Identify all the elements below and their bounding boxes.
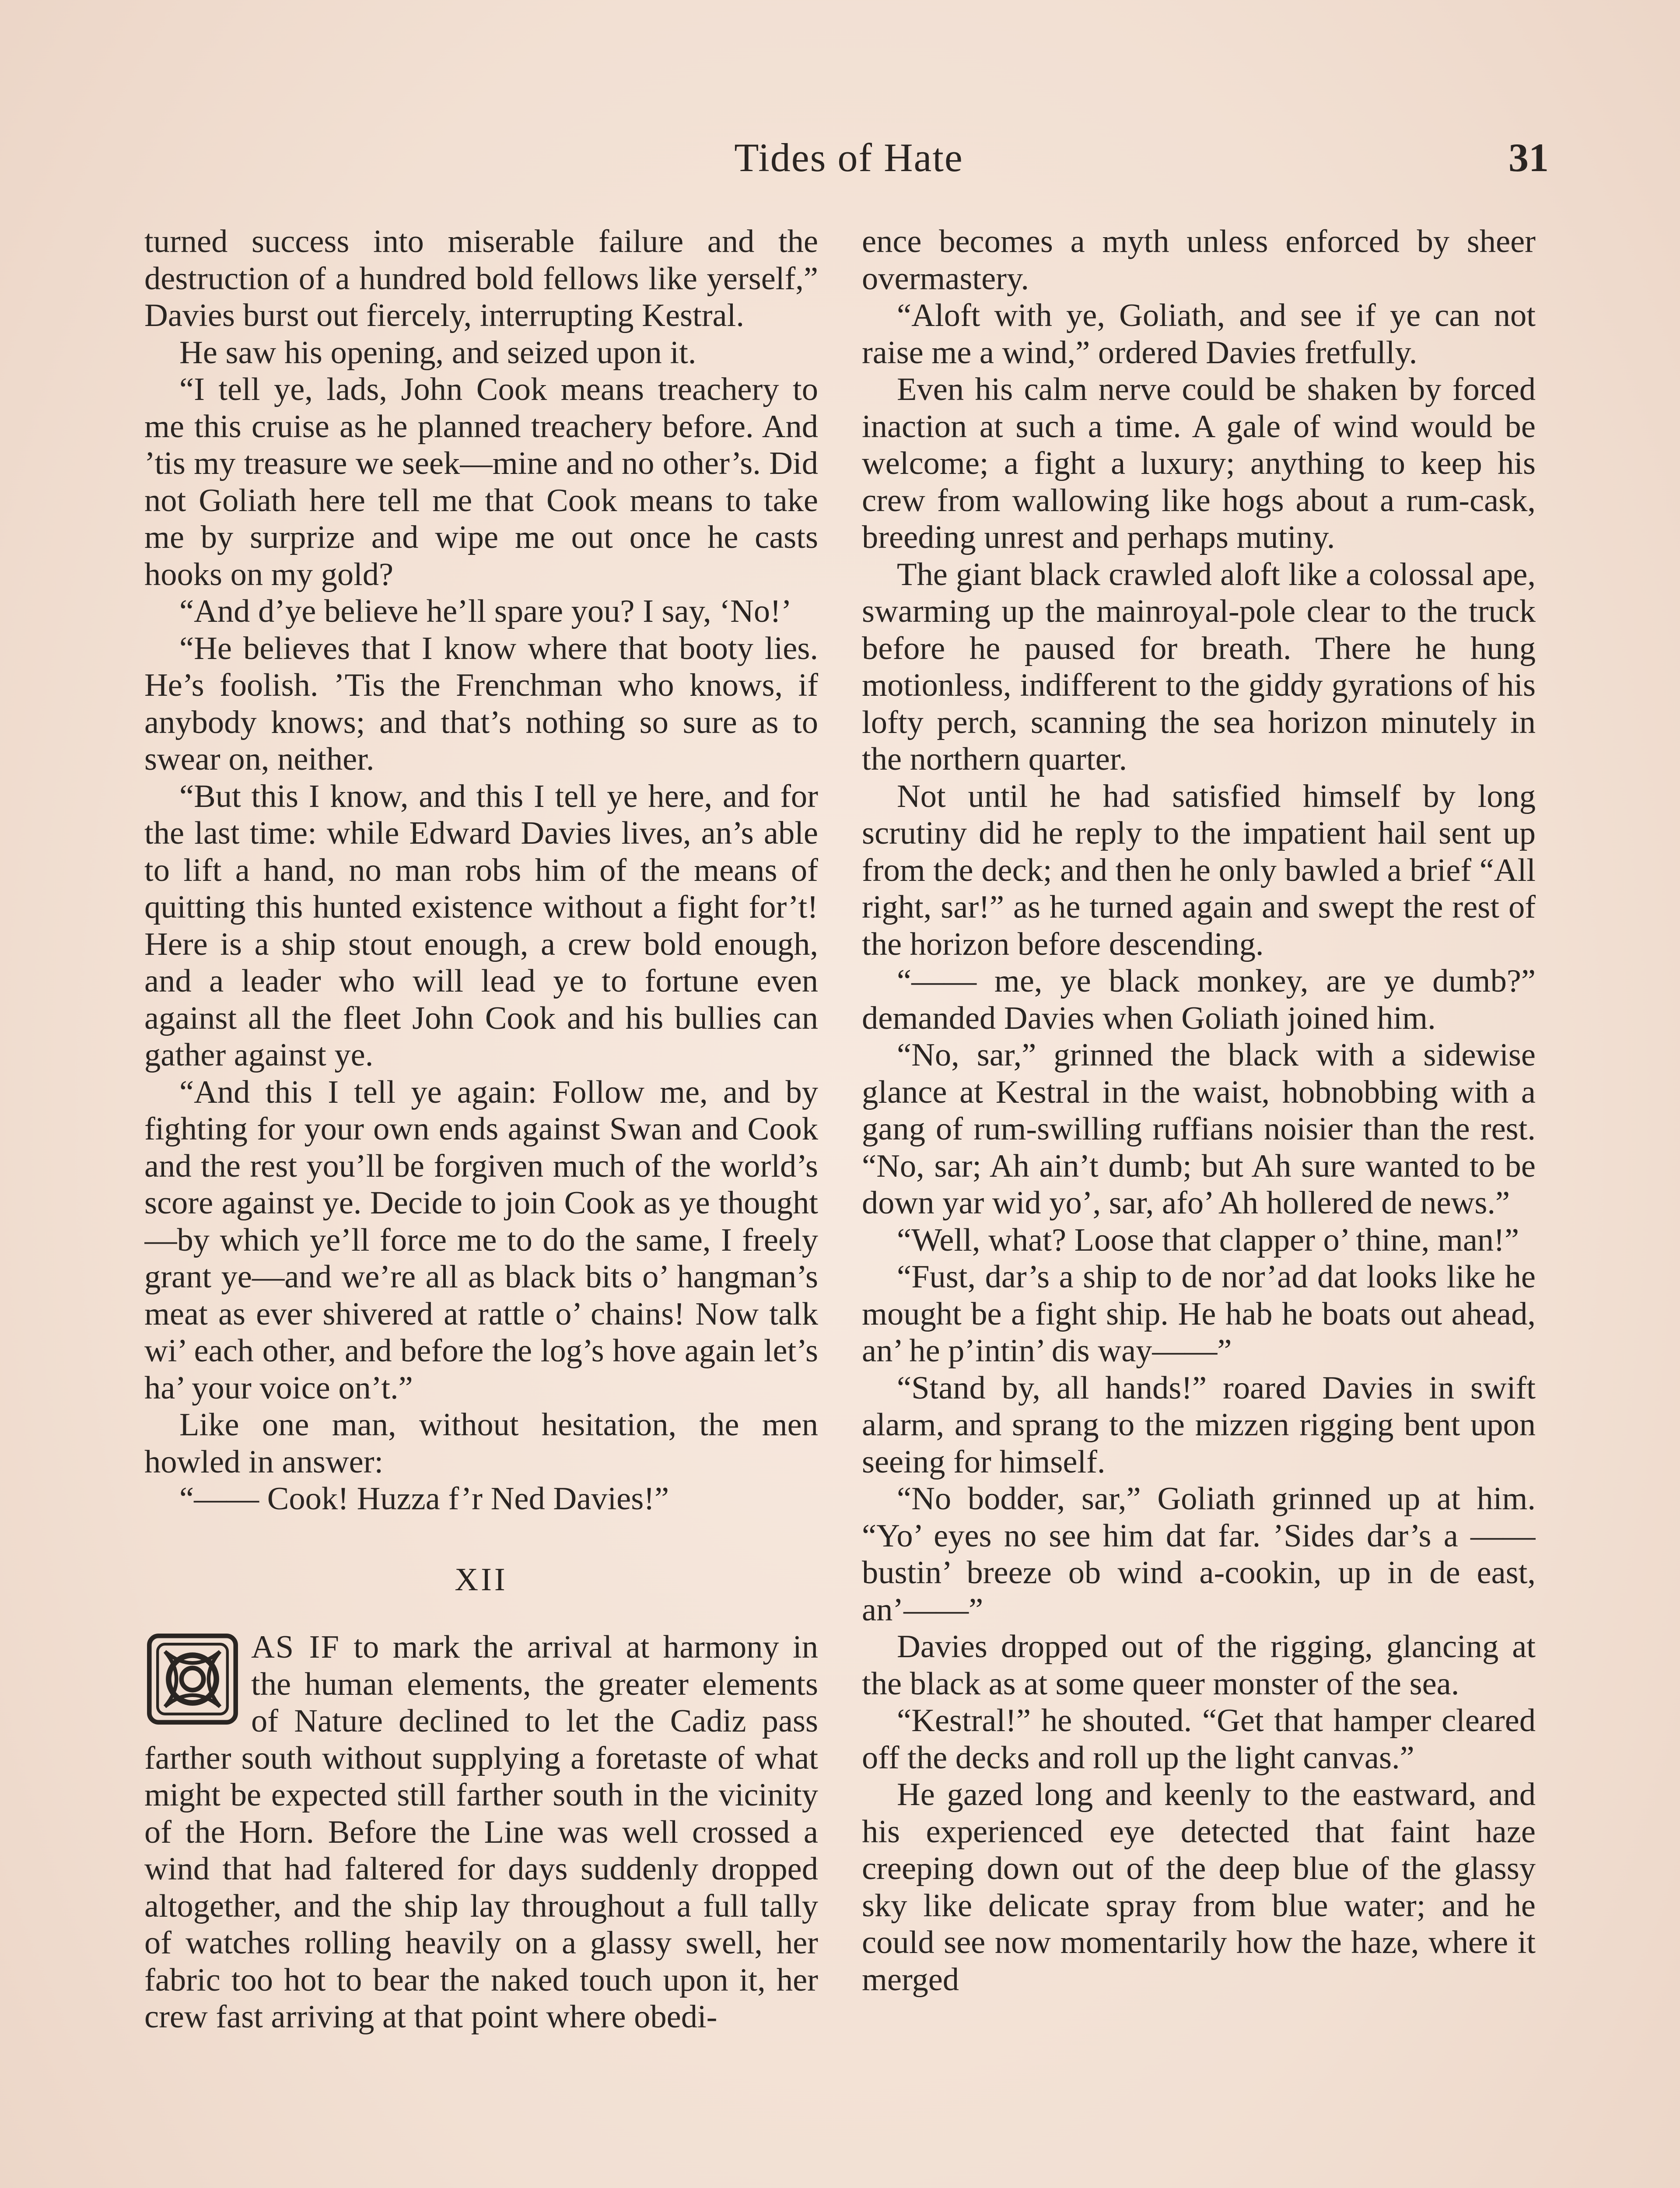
paragraph: The giant black crawled aloft like a colossal ape, swarming up the mainroyal-pole clear to the truck before he paused for breath. There he hung motionless, indifferent to the giddy gyrations of his lofty perch, scanning the sea horizon minutely in the northern quarter.	[862, 556, 1536, 777]
paragraph: Davies dropped out of the rigging, glancing at the black as at some queer monster of the sea.	[862, 1629, 1536, 1702]
paragraph	[144, 1629, 818, 2036]
running-title: Tides of Hate	[734, 135, 963, 180]
paragraph: “I tell ye, lads, John Cook means treachery to me this cruise as he planned treachery before. And ’tis my treasure we seek—mine and no other’s. Did not Goliath here tell me that Cook means to take me by surprize and wipe me out once he casts hooks on my gold?	[144, 372, 818, 593]
paragraph: “Kestral!” he shouted. “Get that hamper cleared off the decks and roll up the light canvas.”	[862, 1703, 1536, 1776]
paragraph: Like one man, without hesitation, the men howled in answer:	[144, 1407, 818, 1480]
paragraph-body: to mark the arrival at harmony in the human elements, the greater elements of Nature declined to let the Cadiz pass farther south without supplying a foretaste of what might be expected still farther south in the vicinity of the Horn. Before the Line was well crossed a wind that had faltered for days suddenly dropped altogether, and the ship lay throughout a full tally of watches rolling heavily on a glassy swell, her fabric too hot to bear the naked touch upon it, her crew fast arriving at that point where obedi-	[144, 1629, 818, 2035]
paragraph: ence becomes a myth unless enforced by sheer overmastery.	[862, 224, 1536, 297]
chapter-opening	[144, 1629, 818, 2036]
paragraph: He saw his opening, and seized upon it.	[179, 334, 696, 371]
paragraph: turned success into miserable failure and the destruction of a hundred bold fellows like yerself,” Davies burst out fiercely, interrupting Kestral.	[144, 224, 818, 333]
paragraph: “And d’ye believe he’ll spare you? I say, ‘No!’	[179, 593, 792, 629]
paragraph: “No, sar,” grinned the black with a sidewise glance at Kestral in the waist, hobnobbing with a gang of rum-swilling ruffians noisier than the rest. “No, sar; Ah ain’t dumb; but Ah sure wanted to be down yar wid yo’, sar, afo’ Ah hollered de news.”	[862, 1037, 1536, 1221]
celtic-knot-ornament-icon	[144, 1633, 241, 1725]
page-header	[149, 131, 1549, 184]
paragraph: “—— me, ye black monkey, are ye dumb?” demanded Davies when Goliath joined him.	[862, 963, 1536, 1036]
paragraph: “And this I tell ye again: Follow me, and by fighting for your own ends against Swan and Cook and the rest you’ll be forgiven much of the world’s score against ye. Decide to join Cook as ye thought—by which ye’ll force me to do the same, I freely grant ye—and we’re all as black bits o’ hangman’s meat as ever shivered at rattle o’ chains! Now talk wi’ each other, and before the log’s hove again let’s ha’ your voice on’t.”	[144, 1074, 818, 1406]
paragraph: Even his calm nerve could be shaken by forced inaction at such a time. A gale of wind would be welcome; a fight a luxury; anything to keep his crew from wallowing like hogs about a rum-cask, breeding unrest and perhaps mutiny.	[862, 372, 1536, 555]
paragraph: “—— Cook! Huzza f’r Ned Davies!”	[179, 1481, 669, 1517]
chapter-heading: XII	[455, 1561, 508, 1598]
right-column	[862, 223, 1536, 2188]
paragraph: “No bodder, sar,” Goliath grinned up at him. “Yo’ eyes no see him dat far. ’Sides dar’s a —— bustin’ breeze ob wind a-cookin, up in de east, an’——”	[862, 1481, 1536, 1628]
paragraph: “Stand by, all hands!” roared Davies in swift alarm, and sprang to the mizzen rigging bent upon seeing for himself.	[862, 1370, 1536, 1480]
page-number: 31	[1508, 135, 1549, 180]
paragraph: “Well, what? Loose that clapper o’ thine, man!”	[897, 1222, 1519, 1258]
paragraph: Not until he had satisfied himself by long scrutiny did he reply to the impatient hail sent up from the deck; and then he only bawled a brief “All right, sar!” as he turned again and swept the rest of the horizon before descending.	[862, 778, 1536, 962]
left-column	[144, 223, 818, 2188]
paragraph: “He believes that I know where that booty lies. He’s foolish. ’Tis the Frenchman who knows, if anybody knows; and that’s nothing so sure as to swear on, neither.	[144, 630, 818, 777]
paragraph: “Aloft with ye, Goliath, and see if ye can not raise me a wind,” ordered Davies fretfully.	[862, 298, 1536, 371]
paragraph: “Fust, dar’s a ship to de nor’ad dat looks like he mought be a fight ship. He hab he boats out ahead, an’ he p’intin’ dis way——”	[862, 1259, 1536, 1369]
paragraph: He gazed long and keenly to the eastward, and his experienced eye detected that faint haze creeping down out of the deep blue of the glassy sky like delicate spray from blue water; and he could see now momentarily how the haze, where it merged	[862, 1777, 1536, 1998]
drop-lead: AS IF	[251, 1629, 340, 1665]
paragraph: “But this I know, and this I tell ye here, and for the last time: while Edward Davies lives, an’s able to lift a hand, no man robs him of the means of quitting this hunted existence without a fight for’t! Here is a ship stout enough, a crew bold enough, and a leader who will lead ye to fortune even against all the fleet John Cook and his bullies can gather against ye.	[144, 778, 818, 1073]
